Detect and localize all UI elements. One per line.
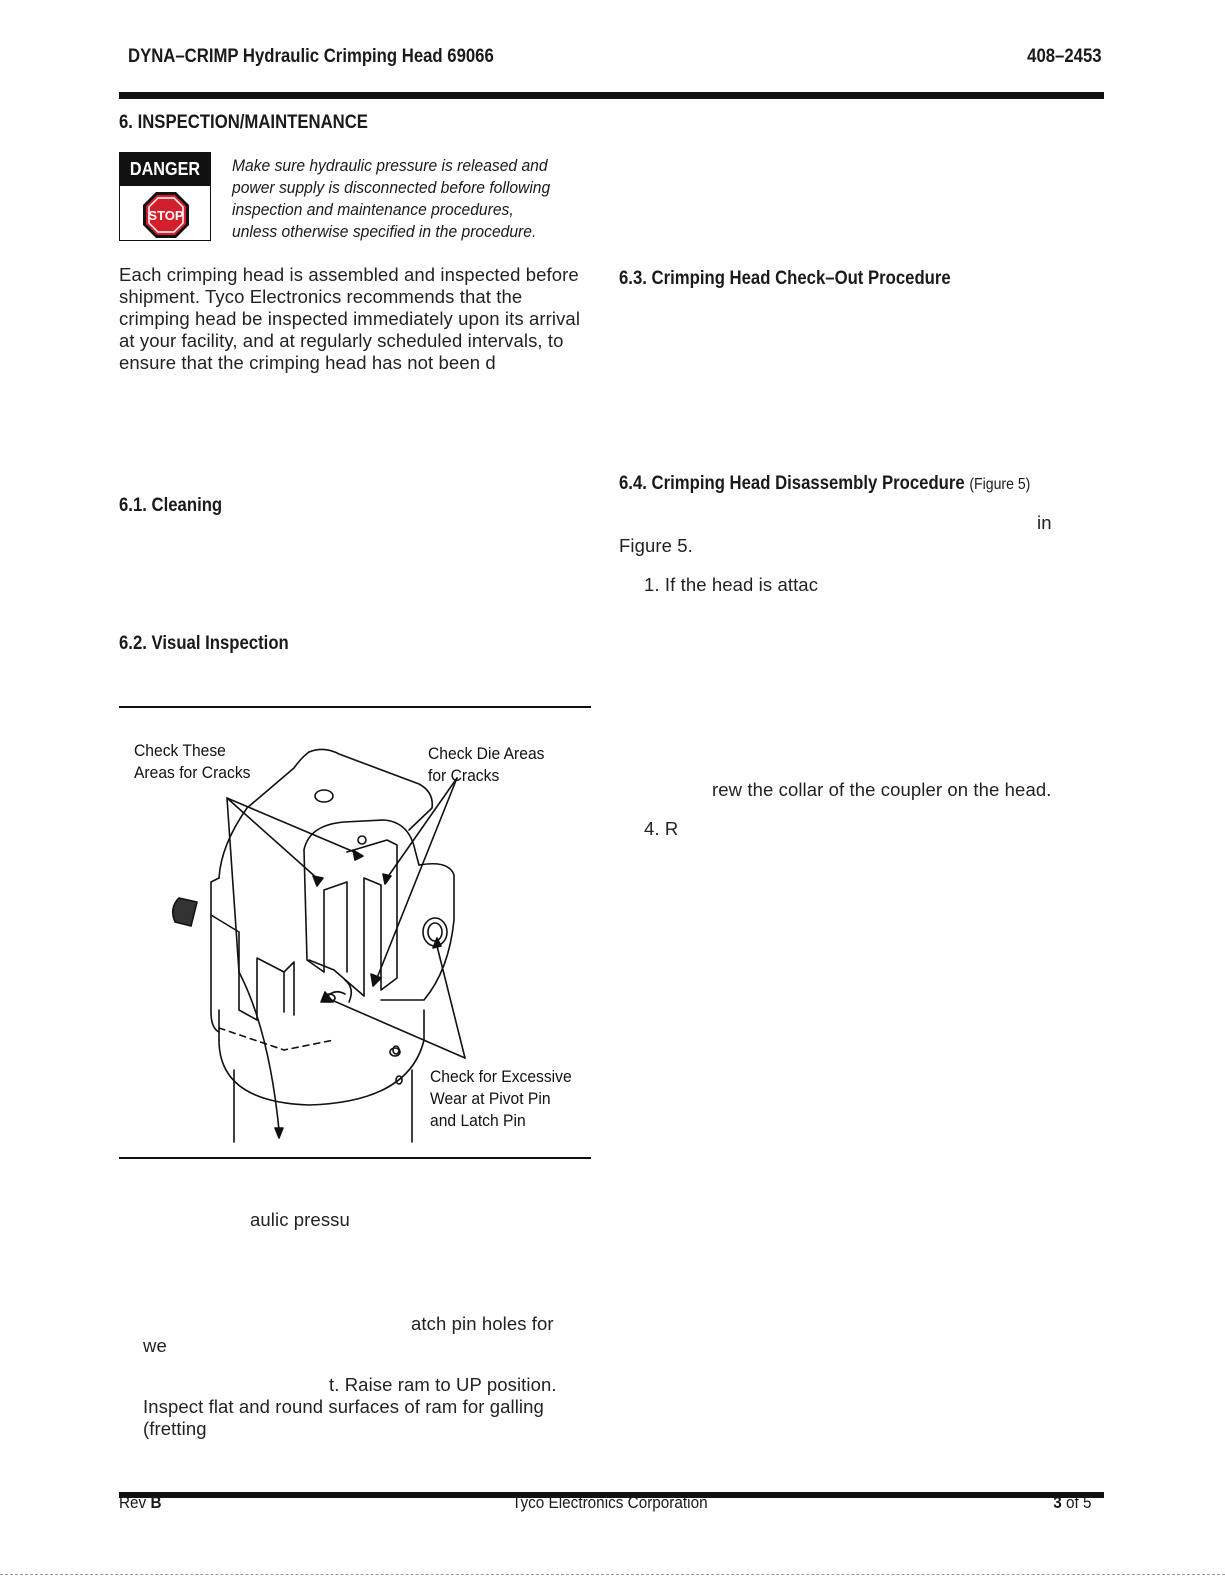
footer-page-number: 3 of 5 [1053, 1493, 1092, 1512]
callout-check-die-line1: Check Die Areas [428, 744, 545, 763]
fragment-we: we [143, 1335, 167, 1356]
figure-top-rule [119, 706, 591, 708]
svg-text:STOP: STOP [148, 208, 184, 223]
callout-check-die-line2: for Cracks [428, 766, 500, 785]
footer-company: Tyco Electronics Corporation [512, 1493, 708, 1512]
step-1: 1. If the head is attac [644, 574, 819, 595]
callout-wear-line3: and Latch Pin [430, 1111, 526, 1130]
callout-check-areas-line1: Check These [134, 741, 226, 760]
danger-box [119, 152, 211, 241]
callout-wear-line1: Check for Excessive [430, 1067, 572, 1086]
section-6-intro: Each crimping head is assembled and inspected before shipment. Tyco Electronics recommends that the crimping head be inspected immediately upon its arrival at your facility, and at regularly scheduled intervals, to ensure that the crimping head has not been d [119, 264, 581, 373]
section-6-4-title: 6.4. Crimping Head Disassembly Procedure (Figure 5) [619, 473, 1031, 494]
section-6-2-title: 6.2. Visual Inspection [119, 633, 289, 654]
callout-wear-line2: Wear at Pivot Pin [430, 1089, 551, 1108]
danger-label: DANGER [120, 153, 210, 186]
section-6-title: 6. INSPECTION/MAINTENANCE [119, 112, 368, 133]
fragment-fretting: (fretting [143, 1418, 207, 1439]
fragment-in: in [1037, 512, 1052, 533]
footer-revision: Rev B [119, 1493, 162, 1512]
stop-sign-icon [142, 191, 190, 239]
fragment-pressure: aulic pressu [250, 1209, 350, 1230]
fragment-raise-ram: t. Raise ram to UP position. [329, 1374, 557, 1395]
fragment-latch-pin: atch pin holes for [411, 1313, 554, 1334]
danger-message: Make sure hydraulic pressure is released and power supply is disconnected before following inspection and maintenance procedures, unless otherwise specified in the procedure. [232, 156, 551, 241]
header-rule [119, 92, 1104, 99]
section-6-1-title: 6.1. Cleaning [119, 495, 223, 516]
fragment-figure-5: Figure 5. [619, 535, 693, 556]
document-number: 408–2453 [1027, 46, 1102, 67]
section-6-3-title: 6.3. Crimping Head Check–Out Procedure [619, 268, 951, 289]
fragment-inspect-flat: Inspect flat and round surfaces of ram for galling [143, 1396, 544, 1417]
page-edge-dotted-line [0, 1574, 1225, 1575]
figure-bottom-rule [119, 1157, 591, 1159]
callout-check-areas-line2: Areas for Cracks [134, 763, 251, 782]
step-4: 4. R [644, 818, 679, 839]
step-3-fragment: rew the collar of the coupler on the head. [712, 779, 1052, 800]
figure-5-reference: (Figure 5) [969, 476, 1031, 493]
header-title: DYNA–CRIMP Hydraulic Crimping Head 69066 [128, 46, 494, 67]
